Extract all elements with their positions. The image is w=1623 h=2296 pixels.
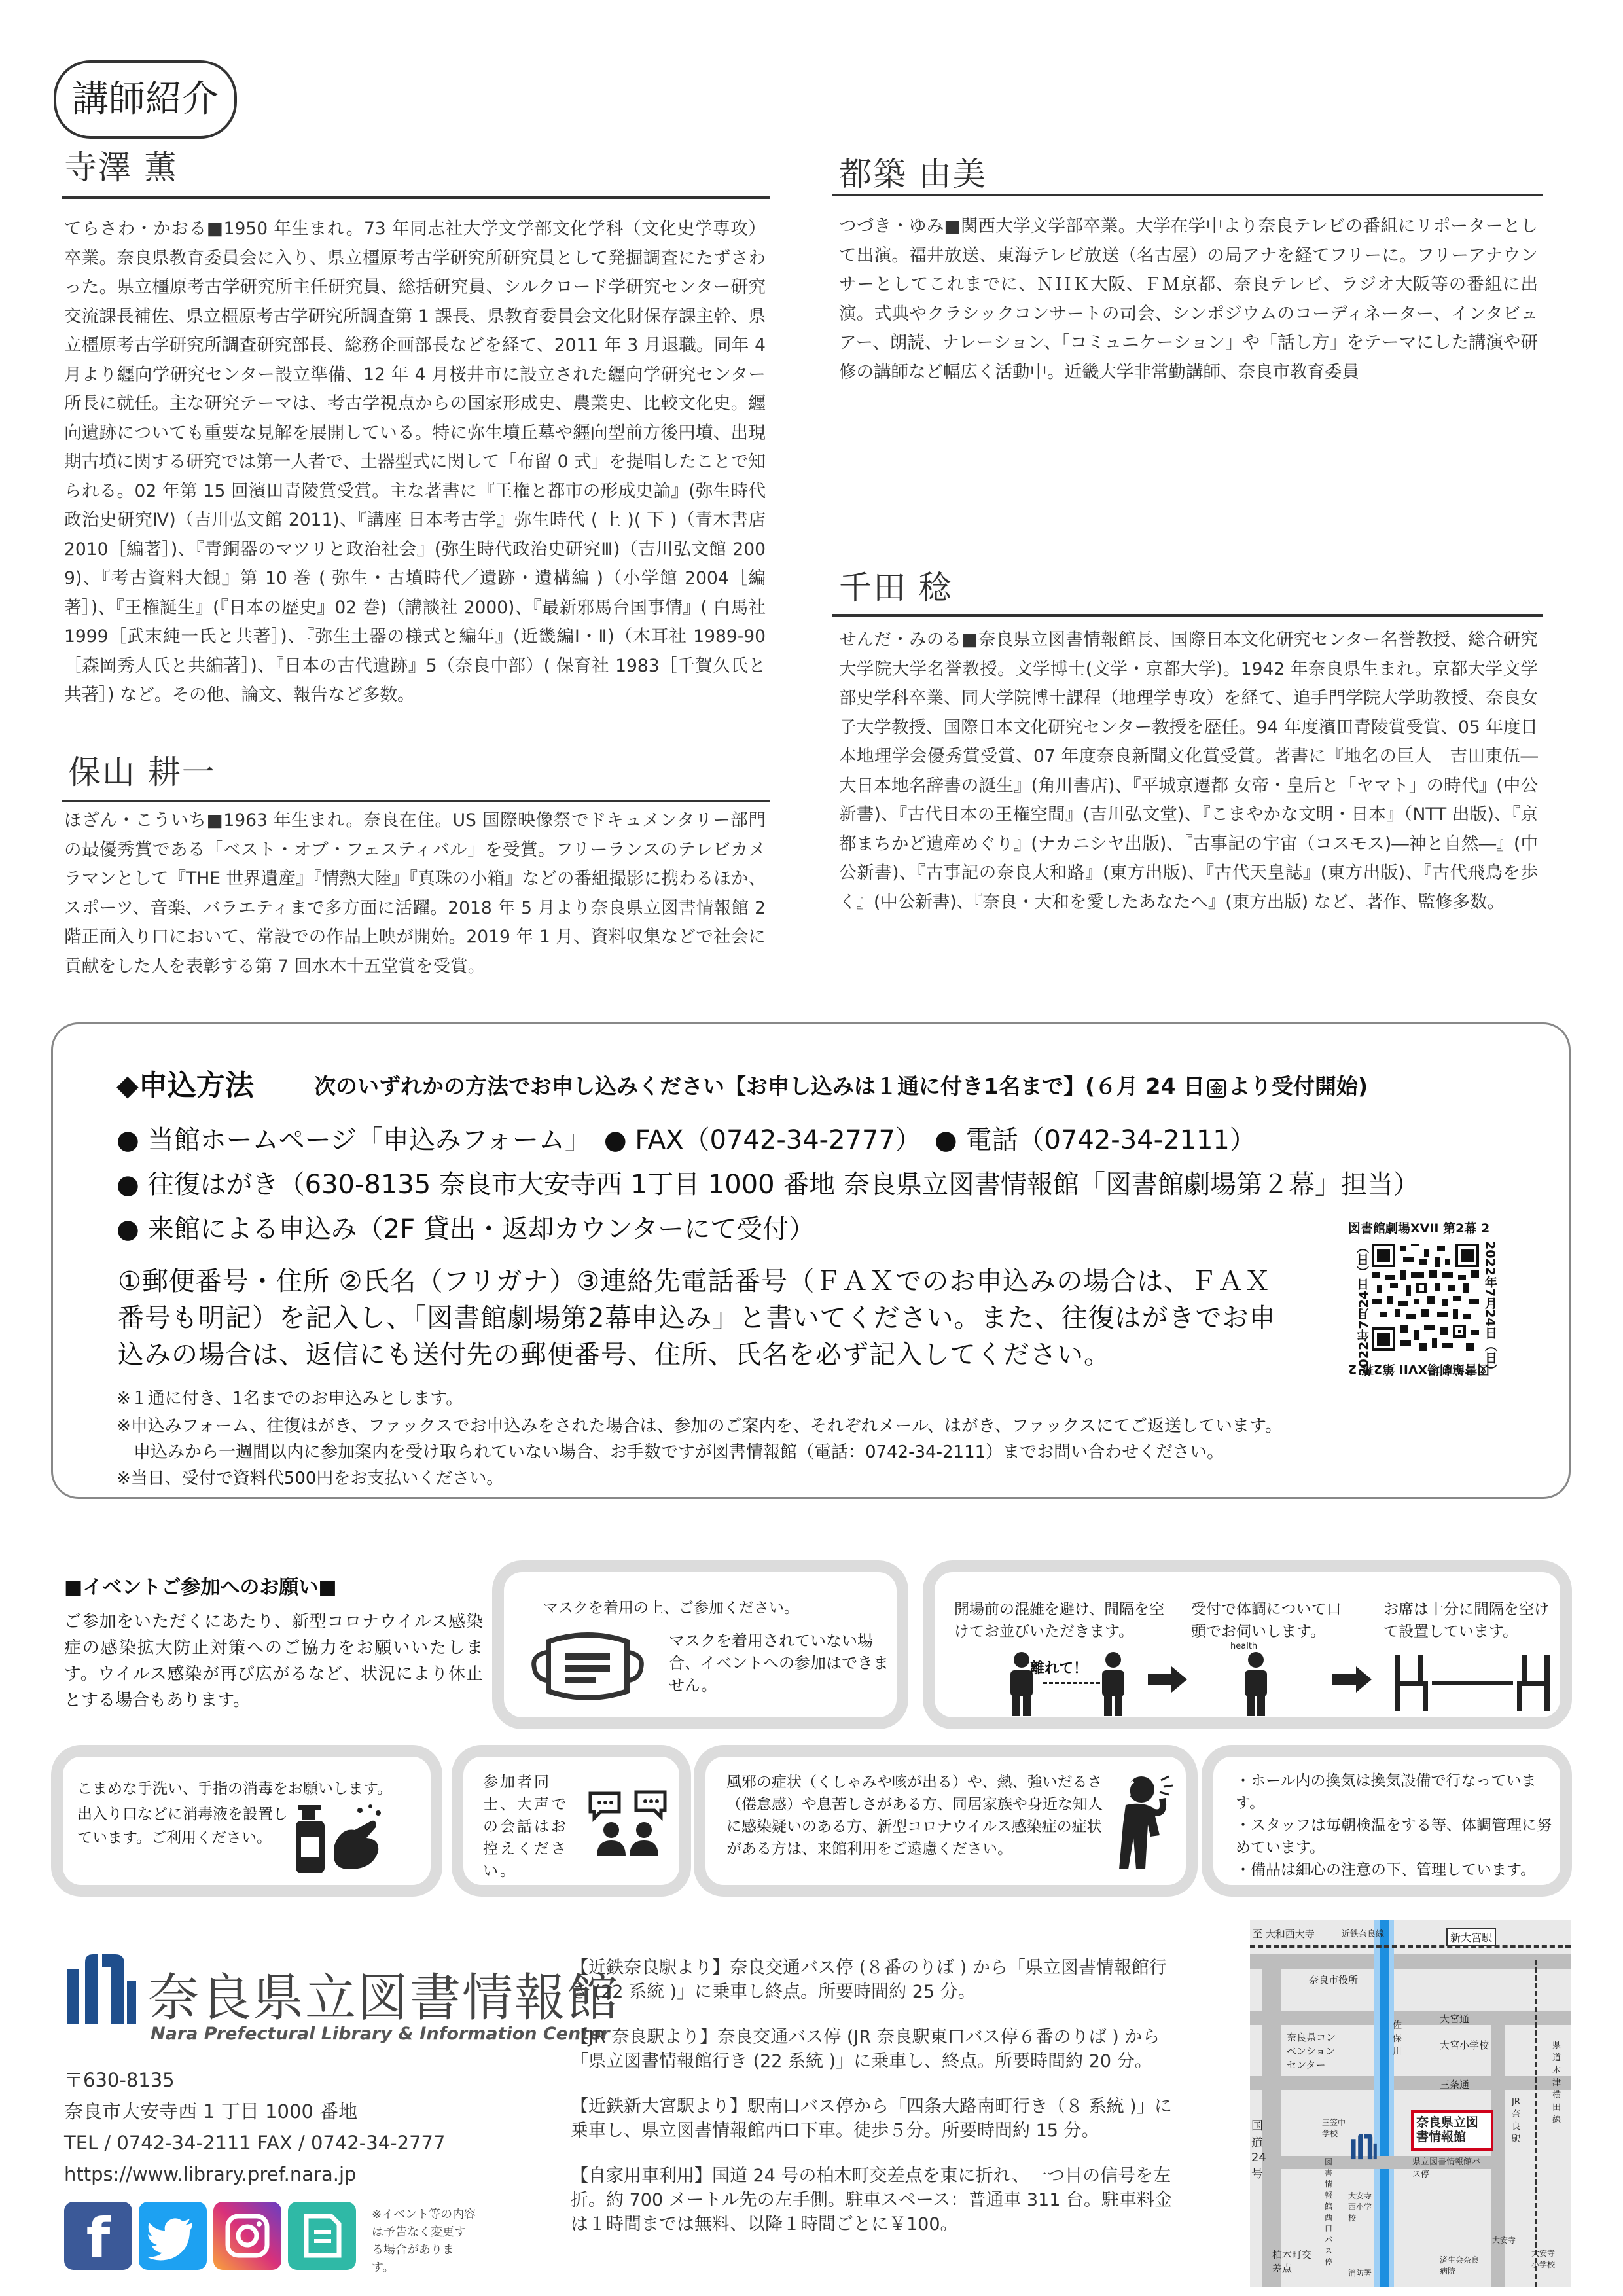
name-rule <box>832 614 1543 617</box>
library-name: 奈良県立図書情報館 <box>148 1969 620 2028</box>
map-label-yamato: 至 大和西大寺 <box>1253 1928 1315 1940</box>
sanitizer-text: 出入り口などに消毒液を設置しています。ご利用ください。 <box>77 1806 288 1846</box>
event-heading: ■イベントご参加へのお願い■ <box>64 1576 337 1599</box>
map-label-library: 奈良県立図書情報館 <box>1416 2115 1479 2144</box>
apply-desc-tail: より受付開始) <box>1228 1073 1368 1099</box>
library-logo-icon <box>62 1950 140 2029</box>
map-label-jr: JR奈良駅 <box>1512 2097 1521 2144</box>
map-road-route24 <box>1262 1954 1281 2287</box>
event-intro: ご参加をいただくにあたり、新型コロナウイルス感染症の感染拡大防止対策へのご協力をお願いいたします。ウイルス感染が再び広がるなど、状況により休止とする場合もあります。 <box>64 1612 483 1710</box>
mask-title: マスクを着用の上、ご参加ください。 <box>543 1600 799 1617</box>
distance-label: 離れて！ <box>1030 1660 1088 1677</box>
chair-spacing-icon <box>1394 1651 1551 1716</box>
temperature-text: 受付で体調について口頭でお伺いします。 <box>1191 1601 1342 1640</box>
sick-person-icon <box>1107 1772 1179 1871</box>
lecturer-name-terasawa: 寺澤 薫 <box>64 149 178 187</box>
health-label: health <box>1230 1641 1258 1651</box>
map-road <box>1250 1954 1571 1969</box>
apply-note-4: ※当日、受付で資料代500円をお支払いください。 <box>116 1469 504 1488</box>
library-url[interactable]: https://www.library.pref.nara.jp <box>64 2163 357 2185</box>
hand-sanitizer-icon <box>294 1801 386 1877</box>
mask-text: マスクを着用されていない場合、イベントへの参加はできません。 <box>669 1632 889 1695</box>
qr-code-icon[interactable] <box>1372 1244 1479 1351</box>
map-road-sanjo <box>1250 2076 1571 2090</box>
map-label-bus-stop: 県立図書情報館バス停 <box>1412 2157 1481 2179</box>
apply-note-2: ※申込みフォーム、往復はがき、ファックスでお申込みをされた場合は、参加のご案内を、それぞれメール、はがき、ファックスにてご返送しています。 <box>116 1416 1282 1436</box>
apply-method-web-fax-phone: ● 当館ホームページ「申込みフォーム」 ● FAX（0742-34-2777） ● 電話（0742-34-2111） <box>116 1125 1256 1155</box>
apply-method-visit: ● 来館による申込み（2F 貸出・返却カウンターにて受付） <box>116 1214 815 1244</box>
map-label-city-hall: 奈良市役所 <box>1309 1974 1359 1986</box>
map-label-omiya-school: 大宮小学校 <box>1440 2039 1489 2051</box>
map-label-daianji: 大安寺 <box>1492 2236 1516 2245</box>
map-label-river: 佐保川 <box>1393 2020 1402 2057</box>
queue-text: 開場前の混雑を避け、間隔を空けてお並びいただきます。 <box>954 1601 1165 1640</box>
lecturer-bio-tsuzuki: つづき・ゆみ■関西大学文学部卒業。大学在学中より奈良テレビの番組にリポーターとして出演。福井放送、東海テレビ放送（名古屋）の局アナを経てフリーに。フリーアナウンサーとしてこれまでに、ＮＨＫ大阪、ＦＭ京都、奈良テレビ、ラジオ大阪等の番組に出演。式典やクラシックコンサートの司会、シンポジウムのコーディネーター、インタビュアー、朗読、ナレーション、「コミュニケーション」や「話し方」をテーマにした講演や研修の講師など幅広く活動中。近畿大学非常勤講師、奈良市教育委員 <box>839 216 1538 382</box>
section-title-badge: 講師紹介 <box>54 60 237 139</box>
lecturer-bio-hoyama: ほざん・こういち■1963 年生まれ。奈良在住。US 国際映像祭でドキュメンタリー部門の最優秀賞である「ベスト・オブ・フェスティバル」を受賞。フリーランスのテレビカメラマンとして『THE 世界遺産』『情熱大陸』『真珠の小箱』などの番組撮影に携わるほか、スポーツ、音楽、バラエティまで多方面に活躍。2018 年 5 月より奈良県立図書情報館 2 階正面入り口において、常設での作品上映が開始。2019 年 1 月、資料収集などで社会に貢献をした人を表彰する第 7 回水木十五堂賞を受賞。 <box>64 810 766 977</box>
apply-note-3: 申込みから一週間以内に参加案内を受け取られていない場合、お手数ですが図書情報館（電話：0742-34-2111）までお問い合わせください。 <box>116 1443 1224 1462</box>
mask-icon <box>529 1628 647 1704</box>
qr-caption-left: 2022年7月24日（日） <box>1357 1241 1371 1376</box>
map-label-fire: 消防署 <box>1348 2269 1372 2278</box>
hall-item-1: ・ホール内の換気は換気設備で行なっています。 <box>1236 1772 1537 1812</box>
map-road-omiya <box>1250 2011 1571 2025</box>
qr-caption-top: 図書館劇場XVII 第2幕 2 <box>1348 1221 1490 1236</box>
apply-method-postcard: ● 往復はがき（630-8135 奈良市大安寺西 1丁目 1000 番地 奈良県立図書情報館「図書館劇場第２幕」担当） <box>116 1170 1420 1200</box>
name-rule <box>62 196 770 199</box>
arrow-right-icon <box>1148 1666 1187 1693</box>
library-tel-fax: TEL / 0742-34-2111 FAX / 0742-34-2777 <box>64 2132 446 2154</box>
map-label-mikasa: 三笠中学校 <box>1322 2118 1346 2138</box>
access-map[interactable] <box>1243 1920 1571 2287</box>
instagram-icon[interactable] <box>213 2202 281 2270</box>
lecturer-name-tsuzuki: 都築 由美 <box>839 155 987 193</box>
map-library-logo-icon <box>1349 2132 1378 2161</box>
name-rule <box>832 194 1543 196</box>
map-label-daianji-school2: 大安寺小学校 <box>1531 2249 1556 2269</box>
map-label-hospital: 済生会奈良病院 <box>1440 2255 1480 2276</box>
apply-instruction: ①郵便番号・住所 ②氏名（フリガナ）③連絡先電話番号（ＦＡＸでのお申込みの場合は、ＦＡＸ番号も明記）を記入し、「図書館劇場第2幕申込み」と書いてください。また、往復はがきでお申込みの場合は、返信にも送付先の郵便番号、住所、氏名を必ず記入してください。 <box>118 1266 1276 1370</box>
handwash-text: こまめな手洗い、手指の消毒をお願いします。 <box>77 1780 393 1797</box>
apply-title: ◆申込方法 <box>116 1069 254 1102</box>
map-label-shin-omiya: 新大宮駅 <box>1446 1928 1496 1946</box>
qr-caption-bottom: 図書館劇場XVII 第2幕 2 <box>1348 1362 1490 1376</box>
map-label-kizu: 県道木津横田線 <box>1552 2041 1561 2125</box>
lecturer-bio-senda: せんだ・みのる■奈良県立図書情報館長、国際日本文化研究センター名誉教授、総合研究大学院大学名誉教授。文学博士(文学・京都大学)。1942 年奈良県生まれ。京都大学文学部史学科卒業、同大学院博士課程（地理学専攻）を経て、追手門学院大学助教授、奈良女子大学教授、国際日本文化研究センター教授を歴任。94 年度濱田青陵賞受賞、05 年度日本地理学会優秀賞受賞、07 年度奈良新聞文化賞受賞。著書に『地名の巨人 吉田東伍―大日本地名辞書の誕生』(角川書店)、『平城京遷都 女帝・皇后と「ヤマト」の時代』(中公新書)、『古代日本の王権空間』(吉川弘文堂)、『こまやかな文明・日本』（NTT 出版)、『京都まちかど遺産めぐり』(ナカニシヤ出版)、『古事記の宇宙（コスモス)―神と自然―』(中公新書)、『古事記の奈良大和路』(東方出版)、『古代天皇誌』(東方出版)、『古代飛鳥を歩く』(中公新書)、『奈良・大和を愛したあなたへ』(東方出版) など、著作、監修多数。 <box>839 630 1538 912</box>
map-label-omiya: 大宮通 <box>1440 2013 1470 2025</box>
lecturer-name-senda: 千田 稔 <box>839 569 953 607</box>
change-disclaimer: ※イベント等の内容は予告なく変更する場合があります。 <box>372 2208 476 2274</box>
map-label-kashiwagi: 柏木町交差点 <box>1272 2249 1312 2274</box>
qr-caption-right: 2022年7月24日（日） <box>1483 1241 1497 1376</box>
library-address: 奈良市大安寺西 1 丁目 1000 番地 <box>64 2100 358 2123</box>
person-icon <box>1233 1651 1279 1716</box>
library-postal: 〒630-8135 <box>64 2069 175 2091</box>
apply-desc-main: 次のいずれかの方法でお申し込みください【お申し込みは１通に付き1名まで】(６月 24 日 <box>314 1073 1205 1099</box>
map-rail-jr <box>1535 1960 1537 2287</box>
person-icon <box>1090 1651 1136 1716</box>
access-car: 【自家用車利用】国道 24 号の柏木町交差点を東に折れ、一つ目の信号を左折。約 700 メートル先の左手側。駐車スペース：普通車 311 台。駐車料金は１時間までは無料、以降１時間ごとに￥100。 <box>571 2166 1173 2234</box>
symptoms-text: 風邪の症状（くしゃみや咳が出る）や、熱、強いだるさ（倦怠感）や息苦しさがある方、同居家族や身近な知人に感染疑いのある方、新型コロナウイルス感染症の症状がある方は、来館利用をご遠慮ください。 <box>726 1774 1103 1857</box>
conversation-icon <box>585 1788 670 1860</box>
arrow-right-icon <box>1332 1666 1372 1693</box>
map-rail-kintetsu <box>1250 1945 1571 1948</box>
library-name-en: Nara Prefectural Library & Information Center <box>151 2024 610 2044</box>
access-kintetsu-nara: 【近鉄奈良駅より】奈良交通バス停 (８番のりば ) から「県立図書情報館行き (22 系統 )」に乗車し終点。所要時間約 25 分。 <box>571 1958 1167 2002</box>
apply-description <box>314 1069 1368 1100</box>
access-jr-nara: 【JR 奈良駅より】奈良交通バス停 (JR 奈良駅東口バス停６番のりば ) から「県立図書情報館行き (22 系統 )」に乗車し、終点。所要時間約 20 分。 <box>571 2027 1160 2072</box>
map-label-route24: 国道24号 <box>1251 2119 1266 2181</box>
map-label-west-stop: 図書情報館西口バス停 <box>1325 2157 1333 2267</box>
lecturer-bio-terasawa: てらさわ・かおる■1950 年生まれ。73 年同志社大学文学部文化学科（文化史学専攻）卒業。奈良県教育委員会に入り、県立橿原考古学研究所研究員として発掘調査にたずさわった。県立橿原考古学研究所主任研究員、総括研究員、シルクロード学研究センター研究交流課長補佐、県立橿原考古学研究所調査第 1 課長、県教育委員会文化財保存課主幹、県立橿原考古学研究所調査研究部長、総務企画部長などを経て、2011 年 3 月退職。同年 4 月より纒向学研究センター設立準備、12 年 4 月桜井市に設立された纒向学研究センター所長に就任。主な研究テーマは、考古学視点からの国家形成史、農業史、比較文化史。纒向遺跡についても重要な見解を展開している。特に弥生墳丘墓や纒向型前方後円墳、出現期古墳に関する研究では第一人者で、土器型式に関して「布留 0 式」を提唱したことで知られる。02 年第 15 回濱田青陵賞受賞。主な著書に『王権と都市の形成史論』(弥生時代政治史研究Ⅳ)（吉川弘文館 2011)、『講座 日本考古学』弥生時代 ( 上 )( 下 )（青木書店 2010［編著］)、『青銅器のマツリと政治社会』(弥生時代政治史研究Ⅲ)（吉川弘文館 2009)、『考古資料大観』第 10 巻 ( 弥生・古墳時代／遺跡・遺構編 )（小学館 2004［編著］)、『王権誕生』(『日本の歴史』02 巻)（講談社 2000)、『最新邪馬台国事情』( 白馬社 1999［武末純一氏と共著］)、『弥生土器の様式と編年』(近畿編Ⅰ・Ⅱ)（木耳社 1989-90［森岡秀人氏と共編著］)、『日本の古代遺跡』5（奈良中部）( 保育社 1983［千賀久氏と共著］) など。その他、論文、報告など多数。 <box>64 219 766 705</box>
hall-item-3: ・備品は細心の注意の下、管理しています。 <box>1236 1861 1536 1878</box>
map-label-kintetsu: 近鉄奈良線 <box>1342 1929 1385 1939</box>
facebook-icon[interactable]: f <box>64 2202 132 2270</box>
apply-desc-day: 金 <box>1207 1079 1226 1098</box>
lecturer-name-hoyama: 保山 耕一 <box>68 753 216 791</box>
map-label-convention: 奈良県コンベンションセンター <box>1287 2032 1336 2071</box>
seat-text: お席は十分に間隔を空けて設置しています。 <box>1383 1601 1549 1640</box>
name-rule <box>62 800 770 802</box>
note-icon[interactable] <box>288 2202 356 2270</box>
map-road-kizu <box>1491 2025 1505 2287</box>
map-label-sanjo: 三条通 <box>1440 2079 1470 2090</box>
map-river-center <box>1380 1920 1389 2287</box>
twitter-icon[interactable] <box>139 2202 207 2270</box>
conversation-text: 参加者同士、大声での会話はお控えください。 <box>483 1774 568 1880</box>
access-shin-omiya: 【近鉄新大宮駅より】駅南口バス停から「四条大路南町行き（８ 系統 )」に乗車し、県立図書情報館西口下車。徒歩５分。所要時間約 15 分。 <box>571 2096 1172 2141</box>
apply-note-1: ※１通に付き、1名までのお申込みとします。 <box>116 1389 463 1408</box>
hall-item-2: ・スタッフは毎朝検温をする等、体調管理に努めています。 <box>1236 1817 1552 1856</box>
map-label-daianji-school: 大安寺西小学校 <box>1348 2191 1372 2223</box>
